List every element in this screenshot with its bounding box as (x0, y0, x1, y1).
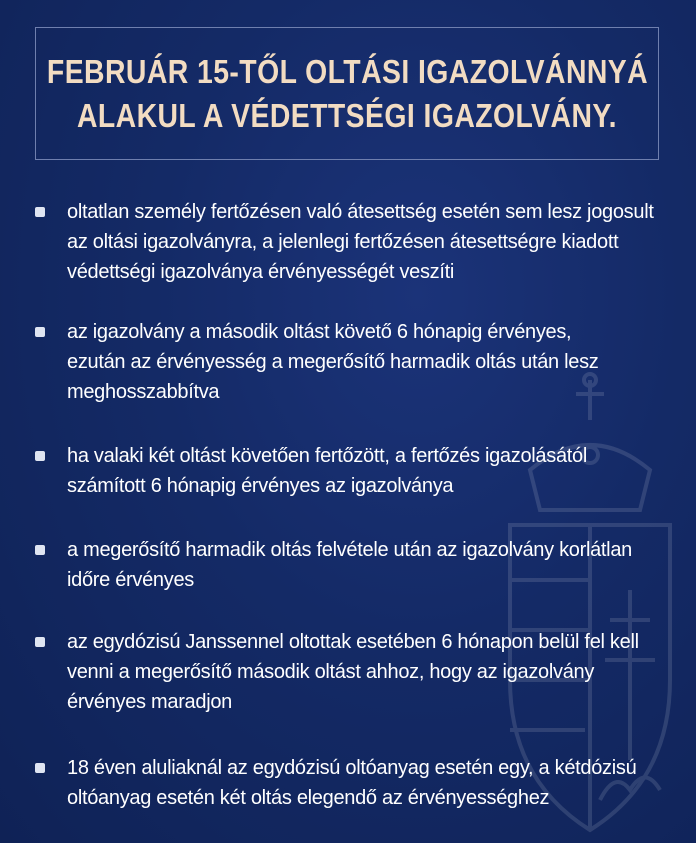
list-item-text: a megerősítő harmadik oltás felvétele után az igazolvány korlátlan időre érvényes (67, 539, 632, 591)
page-title-line-2: ALAKUL A VÉDETTSÉGI IGAZOLVÁNY. (77, 96, 617, 134)
bullet-square-icon (35, 207, 45, 217)
list-item-text: ha valaki két oltást követően fertőzött, a fertőzés igazolásától számított 6 hónapig érvényes az igazolványa (67, 445, 587, 497)
bullet-square-icon (35, 637, 45, 647)
bullet-square-icon (35, 327, 45, 337)
list-item-text: oltatlan személy fertőzésen való átesettség esetén sem lesz jogosult az oltási igazolványra, a jelenlegi fertőzésen átesettségre kiadott védettségi igazolványa érvényességét veszíti (67, 201, 654, 283)
bullet-square-icon (35, 763, 45, 773)
list-item-text: az egydózisú Janssennel oltottak esetében 6 hónapon belül fel kell venni a megerősítő második oltást ahhoz, hogy az igazolvány érvényes maradjon (67, 631, 639, 713)
list-item-text: az igazolvány a második oltást követő 6 hónapig érvényes, ezután az érvényesség a megerősítő harmadik oltás után lesz meghosszabbítva (67, 321, 599, 403)
list-item-text: 18 éven aluliaknál az egydózisú oltóanyag esetén egy, a kétdózisú oltóanyag esetén két oltás elegendő az érvényességhez (67, 757, 637, 809)
bullet-square-icon (35, 451, 45, 461)
page-title-line-1: FEBRUÁR 15-TŐL OLTÁSI IGAZOLVÁNNYÁ (46, 52, 648, 90)
bullet-square-icon (35, 545, 45, 555)
